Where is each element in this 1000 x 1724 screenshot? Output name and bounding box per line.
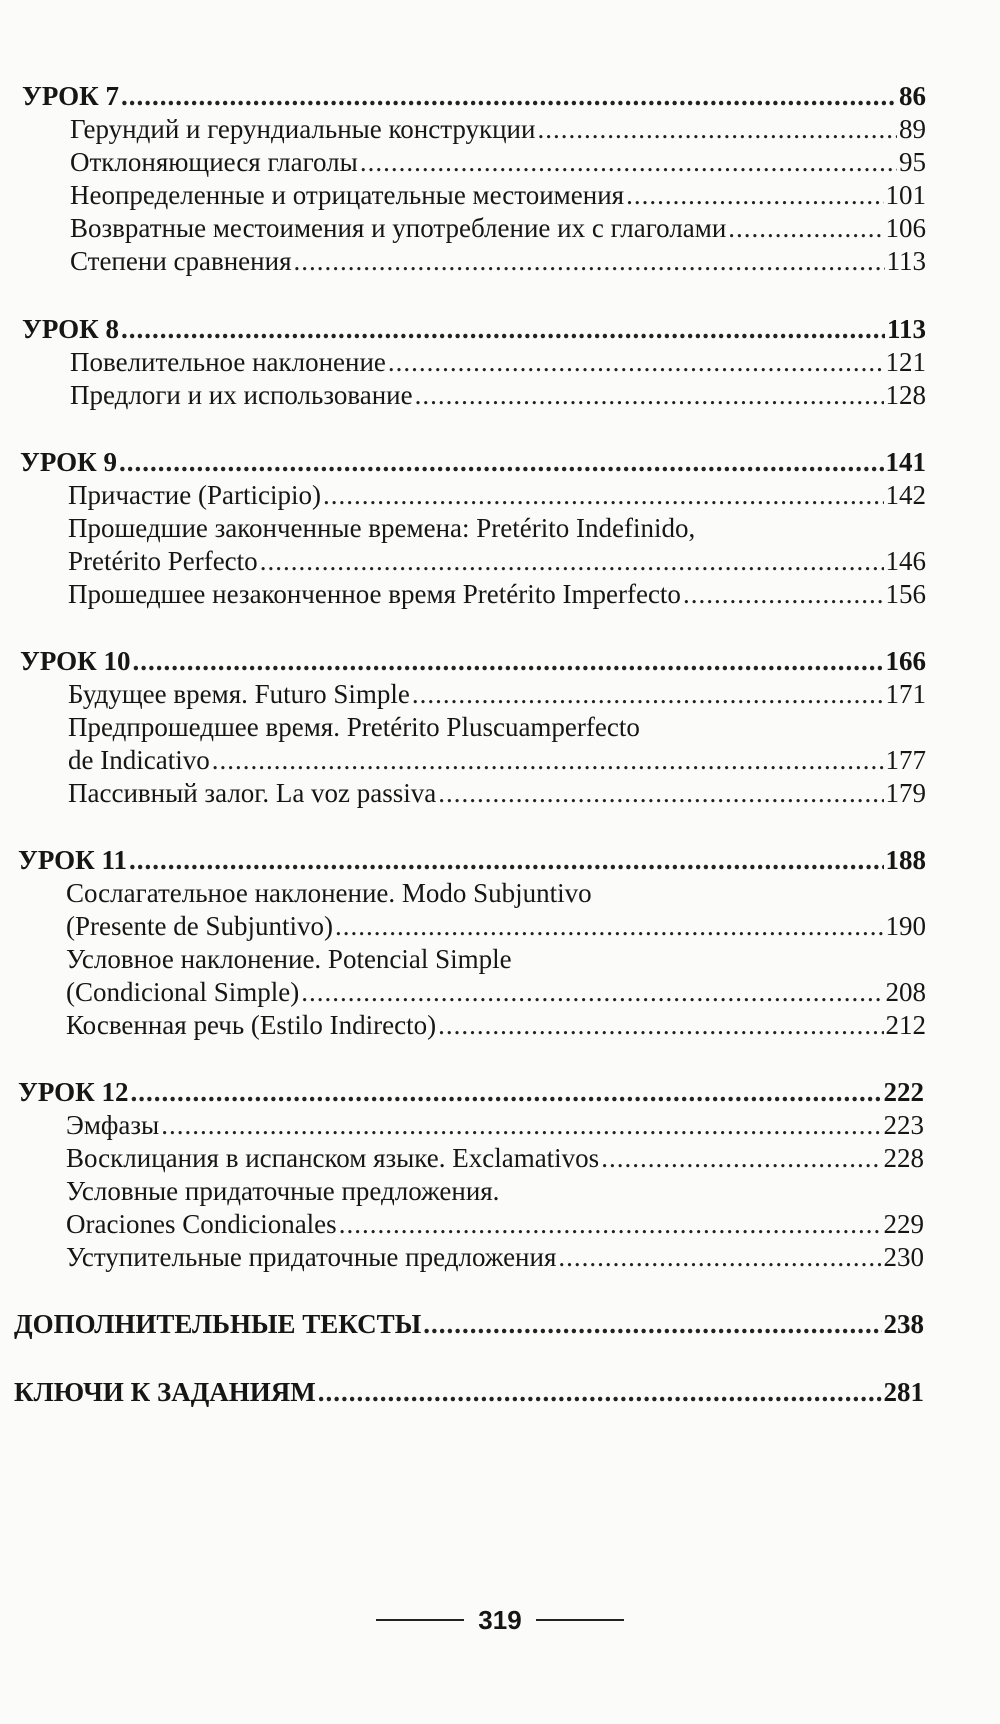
toc-entry[interactable] xyxy=(0,377,1000,413)
entry-title: Эмфазы xyxy=(66,1110,160,1140)
page-number: 156 xyxy=(885,579,926,609)
entry-title: Прошедшее незаконченное время Pretérito Imperfecto xyxy=(68,579,681,609)
entry-title: Неопределенные и отрицательные местоимения xyxy=(70,180,625,210)
entry-title: Герундий и герундиальные конструкции xyxy=(70,114,536,144)
entry-title: Условное наклонение. Potencial Simple xyxy=(66,944,512,974)
toc-entry[interactable] xyxy=(0,210,1000,246)
lesson-label: УРОК 12 xyxy=(18,1077,129,1107)
toc-entry[interactable] xyxy=(0,974,1000,1010)
page-number: 190 xyxy=(885,911,926,941)
page-number: 188 xyxy=(885,845,926,875)
toc-entry-first-line[interactable] xyxy=(0,941,1000,977)
entry-title: Восклицания в испанском языке. Exclamativos xyxy=(66,1143,600,1173)
page-footer xyxy=(0,1600,1000,1640)
answer-keys-heading[interactable] xyxy=(0,1374,1000,1410)
folio: 319 xyxy=(478,1604,522,1635)
page-number: 229 xyxy=(883,1209,924,1239)
extra-texts-heading[interactable] xyxy=(0,1306,1000,1342)
toc-entry[interactable] xyxy=(0,177,1000,213)
footer-rule-right xyxy=(536,1619,624,1621)
entry-title-continuation: Pretérito Perfecto xyxy=(68,546,258,576)
page-number: 128 xyxy=(885,380,926,410)
page-number: 281 xyxy=(883,1377,924,1407)
toc-entry[interactable] xyxy=(0,1107,1000,1143)
page-number: 179 xyxy=(885,778,926,808)
lesson-12-heading[interactable] xyxy=(0,1074,1000,1110)
entry-title: Прошедшие законченные времена: Pretérito Indefinido, xyxy=(68,513,696,543)
entry-title: Пассивный залог. La voz passiva xyxy=(68,778,437,808)
entry-title-continuation: Oraciones Condicionales xyxy=(66,1209,337,1239)
page-number: 89 xyxy=(899,114,926,144)
entry-title: Степени сравнения xyxy=(70,246,292,276)
entry-title: Условные придаточные предложения. xyxy=(66,1176,500,1206)
toc-entry[interactable] xyxy=(0,908,1000,944)
lesson-8-heading[interactable] xyxy=(0,311,1000,347)
page-number: 101 xyxy=(885,180,926,210)
page-number: 208 xyxy=(885,977,926,1007)
toc-entry-first-line[interactable] xyxy=(0,1173,1000,1209)
toc-entry[interactable] xyxy=(0,1239,1000,1275)
entry-title-continuation: de Indicativo xyxy=(68,745,210,775)
page-number: 146 xyxy=(885,546,926,576)
footer-rule-left xyxy=(376,1619,464,1621)
page-number: 166 xyxy=(885,646,926,676)
page-number: 142 xyxy=(885,480,926,510)
page-number: 95 xyxy=(899,147,926,177)
toc-entry[interactable] xyxy=(0,742,1000,778)
entry-title-continuation: (Condicional Simple) xyxy=(66,977,300,1007)
lesson-10-heading[interactable] xyxy=(0,643,1000,679)
lesson-9-heading[interactable] xyxy=(0,444,1000,480)
entry-title: Отклоняющиеся глаголы xyxy=(70,147,358,177)
toc-entry-first-line[interactable] xyxy=(0,510,1000,546)
lesson-label: УРОК 8 xyxy=(22,314,119,344)
toc-entry[interactable] xyxy=(0,344,1000,380)
page-number: 177 xyxy=(885,745,926,775)
page-number: 106 xyxy=(885,213,926,243)
entry-title: Причастие (Participio) xyxy=(68,480,321,510)
page-number: 113 xyxy=(886,246,926,276)
entry-title: Будущее время. Futuro Simple xyxy=(68,679,410,709)
toc-entry[interactable] xyxy=(0,1206,1000,1242)
lesson-label: УРОК 10 xyxy=(20,646,131,676)
toc-entry[interactable] xyxy=(0,576,1000,612)
page-number: 222 xyxy=(883,1077,924,1107)
page-number: 141 xyxy=(885,447,926,477)
toc-entry[interactable] xyxy=(0,1007,1000,1043)
lesson-7-heading[interactable] xyxy=(0,78,1000,114)
toc-entry-first-line[interactable] xyxy=(0,875,1000,911)
toc-entry[interactable] xyxy=(0,676,1000,712)
toc-entry[interactable] xyxy=(0,477,1000,513)
lesson-label: УРОК 9 xyxy=(20,447,117,477)
entry-title: Сослагательное наклонение. Modo Subjuntivo xyxy=(66,878,592,908)
lesson-label: УРОК 7 xyxy=(22,81,119,111)
toc-entry[interactable] xyxy=(0,111,1000,147)
toc-entry[interactable] xyxy=(0,1140,1000,1176)
page-number: 86 xyxy=(899,81,926,111)
section-title: ДОПОЛНИТЕЛЬНЫЕ ТЕКСТЫ xyxy=(14,1309,422,1339)
entry-title: Возвратные местоимения и употребление их с глаголами xyxy=(70,213,727,243)
entry-title-continuation: (Presente de Subjuntivo) xyxy=(66,911,333,941)
entry-title: Предлоги и их использование xyxy=(70,380,413,410)
toc-entry[interactable] xyxy=(0,775,1000,811)
toc-entry[interactable] xyxy=(0,543,1000,579)
lesson-label: УРОК 11 xyxy=(18,845,127,875)
page-number: 113 xyxy=(886,314,926,344)
entry-title: Предпрошедшее время. Pretérito Pluscuamperfecto xyxy=(68,712,640,742)
entry-title: Повелительное наклонение xyxy=(70,347,386,377)
page-number: 171 xyxy=(885,679,926,709)
page-number: 223 xyxy=(883,1110,924,1140)
toc-entry-first-line[interactable] xyxy=(0,709,1000,745)
page-number: 230 xyxy=(883,1242,924,1272)
page-number: 238 xyxy=(883,1309,924,1339)
toc-entry[interactable] xyxy=(0,144,1000,180)
lesson-11-heading[interactable] xyxy=(0,842,1000,878)
page-number: 212 xyxy=(885,1010,926,1040)
toc-entry[interactable] xyxy=(0,243,1000,279)
section-title: КЛЮЧИ К ЗАДАНИЯМ xyxy=(14,1377,316,1407)
page-number: 121 xyxy=(885,347,926,377)
entry-title: Уступительные придаточные предложения xyxy=(66,1242,557,1272)
page-number: 228 xyxy=(883,1143,924,1173)
entry-title: Косвенная речь (Estilo Indirecto) xyxy=(66,1010,437,1040)
